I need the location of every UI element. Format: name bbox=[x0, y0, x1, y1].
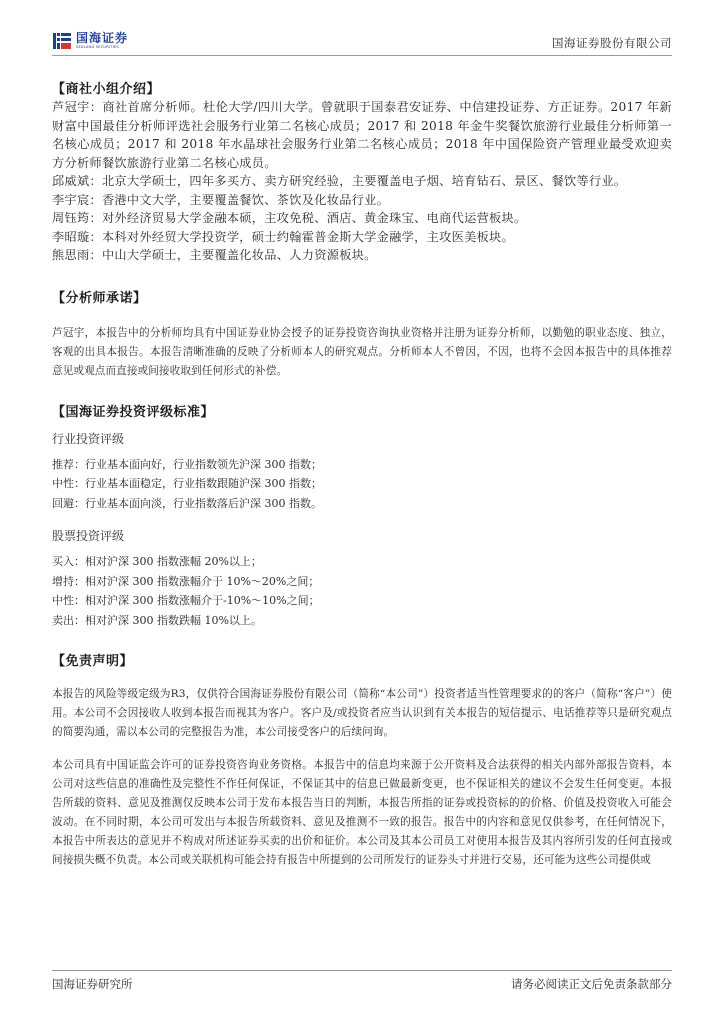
disclaimer-paragraph-2: 本公司具有中国证监会许可的证券投资咨询业务资格。本报告中的信息均来源于公开资料及合法获得的相关内部外部报告资料，本公司对这些信息的准确性及完整性不作任何保证，不保证其中的信息已做最新变更，也不保证相关的建议不会发生任何变更。本报告所载的资料、意见及推测仅反映本公司于发布本报告当日的判断，本报告所指的证券或投资标的的价格、价值及投资收入可能会波动。在不同时期，本公司可发出与本报告所载资料、意见及推测不一致的报告。报告中的内容和意见仅供参考，在任何情况下，本报告中所表达的意见并不构成对所述证券买卖的出价和征价。本公司及其本公司员工对使用本报告及其内容所引发的任何直接或间接损失概不负责。本公司或关联机构可能会持有报告中所提到的公司所发行的证券头寸并进行交易，还可能为这些公司提供或 bbox=[52, 759, 672, 866]
footer-institute: 国海证券研究所 bbox=[52, 977, 133, 991]
sealand-logo-icon bbox=[52, 31, 72, 51]
page-content bbox=[52, 78, 672, 870]
commitment-text: 芦冠宇，本报告中的分析师均具有中国证券业协会授予的证券投资咨询执业资格并注册为证券分析师，以勤勉的职业态度、独立，客观的出具本报告。本报告清晰准确的反映了分析师本人的研究观点。分析师本人不曾因，不因，也将不会因本报告中的具体推荐意见或观点而直接或间接收取到任何形式的补偿。 bbox=[52, 326, 672, 377]
rating-section-title: 【国海证券投资评级标准】 bbox=[52, 404, 215, 420]
stock-rating-line: 增持：相对沪深 300 指数涨幅介于 10%～20%之间； bbox=[52, 574, 320, 588]
disclaimer-paragraph-1: 本报告的风险等级定级为R3，仅供符合国海证券股份有限公司（简称“本公司”）投资者适当性管理要求的的客户（简称“客户”）使用。本公司不会因接收人收到本报告而视其为客户。客户及/或投资者应当认识到有关本报告的短信提示、电话推荐等只是研究观点的简要沟通，需以本公司的完整报告为准，本公司接受客户的后续问询。 bbox=[52, 688, 672, 738]
company-name: 国海证券股份有限公司 bbox=[552, 36, 672, 50]
industry-rating-title: 行业投资评级 bbox=[52, 431, 125, 446]
stock-rating-line: 卖出：相对沪深 300 指数跌幅 10%以上。 bbox=[52, 613, 262, 627]
disclaimer-section-title: 【免责声明】 bbox=[52, 654, 134, 669]
page-footer bbox=[52, 970, 672, 994]
team-member: 周钰筠：对外经济贸易大学金融本硕，主攻免税、酒店、黄金珠宝、电商代运营板块。 bbox=[52, 211, 527, 225]
industry-rating-line: 推荐：行业基本面向好，行业指数领先沪深 300 指数； bbox=[52, 457, 322, 471]
stock-rating-title: 股票投资评级 bbox=[52, 529, 125, 543]
company-logo bbox=[52, 30, 128, 52]
team-member: 芦冠宇：商社首席分析师。杜伦大学/四川大学。曾就职于国泰君安证券、中信建投证券、方正证券。2017 年新财富中国最佳分析师评选社会服务行业第二名核心成员；2017 和 2018 年金牛奖餐饮旅游行业最佳分析师第一名核心成员；2017 和 2018 年水晶球社会服务行业第二名核心成员；2018 年中国保险资产管理业最受欢迎卖方分析师餐饮旅游行业第二名核心成员。 bbox=[52, 100, 672, 170]
stock-rating-line: 买入：相对沪深 300 指数涨幅 20%以上； bbox=[52, 555, 262, 568]
logo-cn-text: 国海证券 bbox=[76, 31, 129, 46]
industry-rating-line: 回避：行业基本面向淡，行业指数落后沪深 300 指数。 bbox=[52, 496, 322, 510]
team-section-title: 【商社小组介绍】 bbox=[52, 82, 161, 97]
team-member: 李宇宸：香港中文大学，主要覆盖餐饮、茶饮及化妆品行业。 bbox=[52, 192, 390, 207]
commitment-section-title: 【分析师承诺】 bbox=[52, 290, 147, 306]
team-member: 邱威斌：北京大学硕士，四年多买方、卖方研究经验，主要覆盖电子烟、培育钻石、景区、餐饮等行业。 bbox=[52, 174, 627, 188]
team-members bbox=[52, 98, 672, 265]
logo-en-text: SEALAND SECURITIES bbox=[76, 45, 119, 50]
team-member: 李昭璇：本科对外经贸大学投资学，硕士约翰霍普金斯大学金融学，主攻医美板块。 bbox=[52, 229, 515, 244]
stock-rating-line: 中性：相对沪深 300 指数涨幅介于-10%～10%之间； bbox=[52, 594, 320, 607]
industry-rating-line: 中性：行业基本面稳定，行业指数跟随沪深 300 指数； bbox=[52, 477, 322, 490]
page-header bbox=[52, 26, 672, 56]
footer-notice: 请务必阅读正文后免责条款部分 bbox=[511, 977, 672, 991]
team-member: 熊思雨：中山大学硕士，主要覆盖化妆品、人力资源板块。 bbox=[52, 248, 377, 262]
